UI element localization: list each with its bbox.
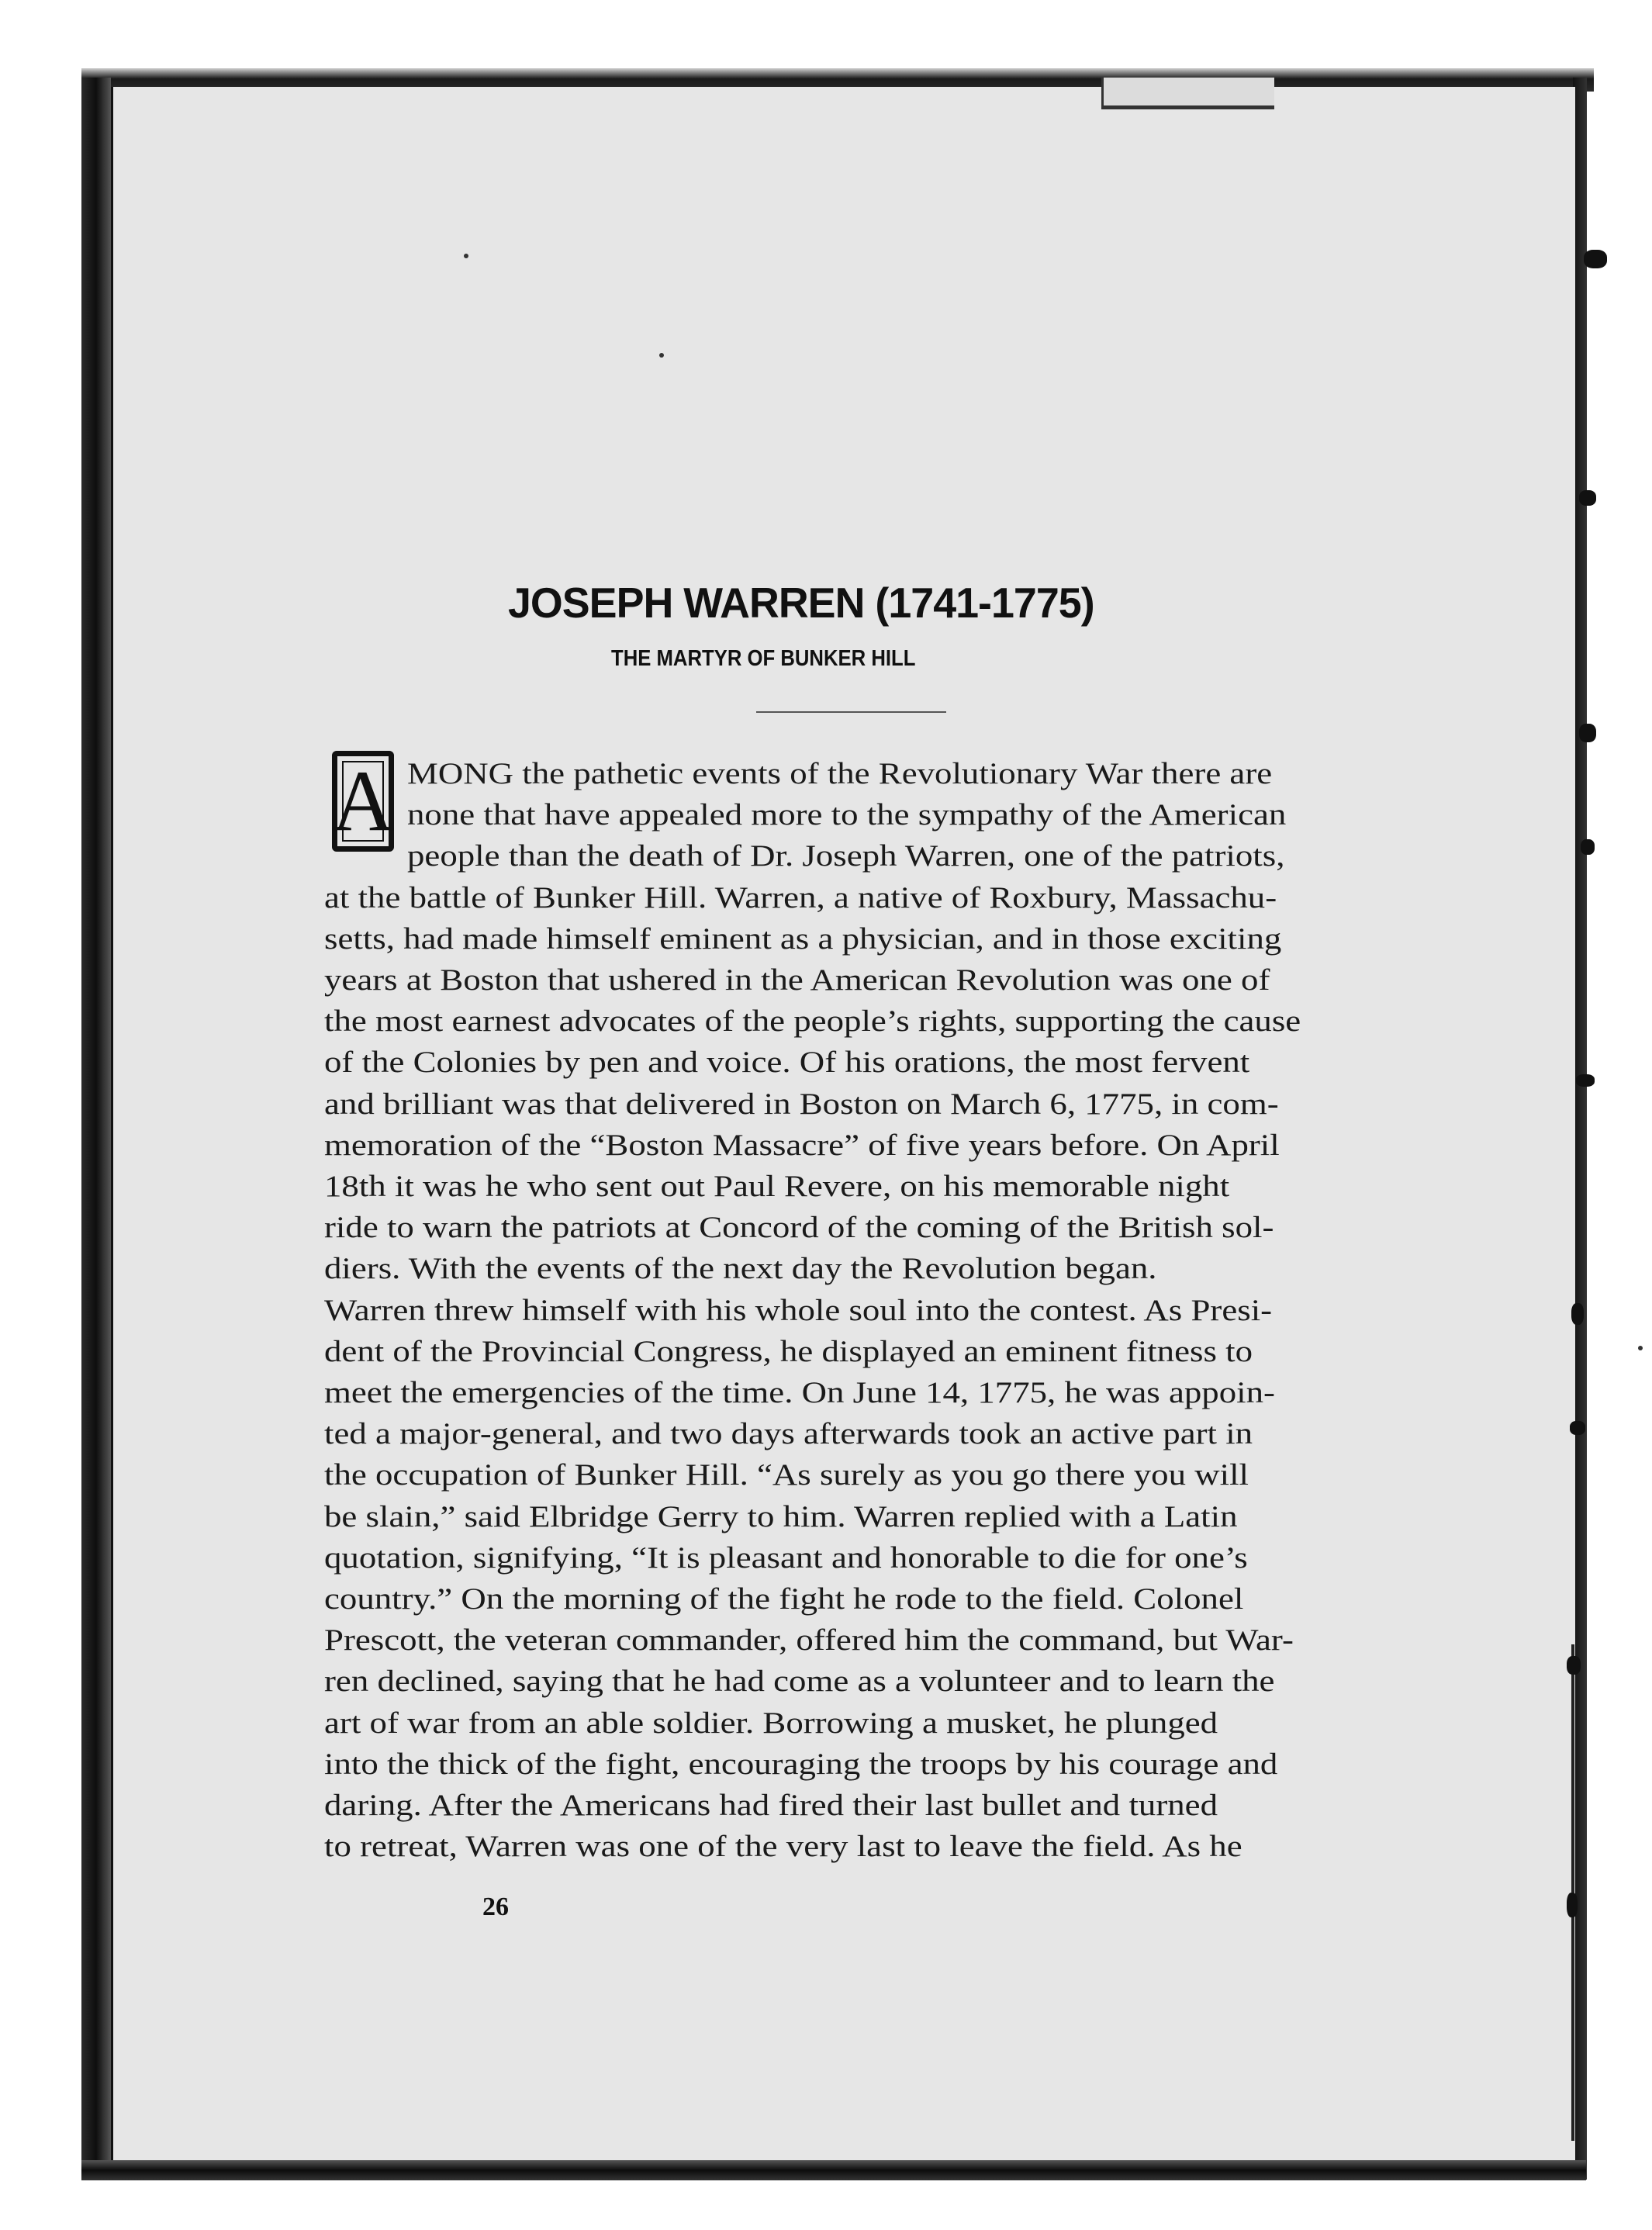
text-line: 18th it was he who sent out Paul Revere, on his memorable night — [324, 1170, 1230, 1203]
text-line: ride to warn the patriots at Concord of the coming of the British sol- — [324, 1211, 1274, 1244]
text-line: daring. After the Americans had fired their last bullet and turned — [324, 1789, 1218, 1822]
scan-margin-right — [1596, 78, 1652, 2187]
text-line: setts, had made himself eminent as a physician, and in those exciting — [324, 922, 1282, 956]
binding-mark — [1579, 724, 1596, 742]
text-line: art of war from an able soldier. Borrowing a musket, he plunged — [324, 1706, 1218, 1740]
text-line: of the Colonies by pen and voice. Of his orations, the most fervent — [324, 1046, 1250, 1079]
scan-speck — [1638, 1346, 1643, 1350]
page-number: 26 — [482, 1893, 509, 1921]
binding-mark — [1570, 1421, 1585, 1435]
drop-cap-border — [342, 761, 384, 842]
binding-mark — [1567, 1893, 1578, 1917]
binding-mark — [1584, 250, 1607, 268]
text-line: Prescott, the veteran commander, offered him the command, but War- — [324, 1623, 1294, 1657]
text-line: diers. With the events of the next day the Revolution began. — [324, 1252, 1157, 1285]
text-line: years at Boston that ushered in the American Revolution was one of — [324, 963, 1270, 997]
text-line: into the thick of the fight, encouraging the troops by his courage and — [324, 1748, 1278, 1781]
text-line: at the battle of Bunker Hill. Warren, a native of Roxbury, Massachu- — [324, 881, 1277, 914]
text-line: memoration of the “Boston Massacre” of five years before. On April — [324, 1129, 1280, 1162]
binding-mark — [1579, 490, 1596, 506]
text-line: to retreat, Warren was one of the very last to leave the field. As he — [324, 1830, 1242, 1863]
drop-cap — [332, 751, 394, 852]
binding-mark — [1576, 1074, 1595, 1087]
text-line: quotation, signifying, “It is pleasant and honorable to die for one’s — [324, 1541, 1248, 1575]
page-title: JOSEPH WARREN (1741-1775) — [508, 579, 1094, 627]
text-line: be slain,” said Elbridge Gerry to him. Warren replied with a Latin — [324, 1500, 1238, 1533]
binding-mark — [1581, 839, 1595, 855]
text-line: the occupation of Bunker Hill. “As surely as you go there you will — [324, 1458, 1249, 1492]
binding-mark — [1567, 1656, 1581, 1675]
text-line: country.” On the morning of the fight he rode to the field. Colonel — [324, 1582, 1244, 1616]
binding-mark — [1571, 1303, 1584, 1325]
text-line: the most earnest advocates of the people’s rights, supporting the cause — [324, 1004, 1301, 1038]
scan-frame-left — [81, 78, 111, 2180]
text-line: MONG the pathetic events of the Revolutionary War there are — [407, 757, 1273, 790]
page-subtitle: THE MARTYR OF BUNKER HILL — [611, 646, 916, 671]
text-line: people than the death of Dr. Joseph Warren, one of the patriots, — [407, 839, 1285, 873]
page-corner-tab — [1101, 78, 1274, 109]
scan-frame-bottom — [81, 2160, 1586, 2180]
drop-cap-letter: A — [331, 753, 395, 849]
text-line: ted a major-general, and two days afterwards took an active part in — [324, 1417, 1253, 1450]
text-line: Warren threw himself with his whole soul into the contest. As Presi- — [324, 1294, 1273, 1327]
text-line: meet the emergencies of the time. On June 14, 1775, he was appoin- — [324, 1376, 1275, 1409]
scan-speck — [464, 254, 468, 258]
text-line: dent of the Provincial Congress, he displayed an eminent fitness to — [324, 1335, 1253, 1368]
text-line: and brilliant was that delivered in Boston on March 6, 1775, in com- — [324, 1087, 1279, 1121]
text-line: none that have appealed more to the sympathy of the American — [407, 798, 1287, 831]
scan-speck — [659, 353, 664, 358]
text-line: ren declined, saying that he had come as a volunteer and to learn the — [324, 1665, 1275, 1698]
title-divider — [756, 711, 946, 713]
